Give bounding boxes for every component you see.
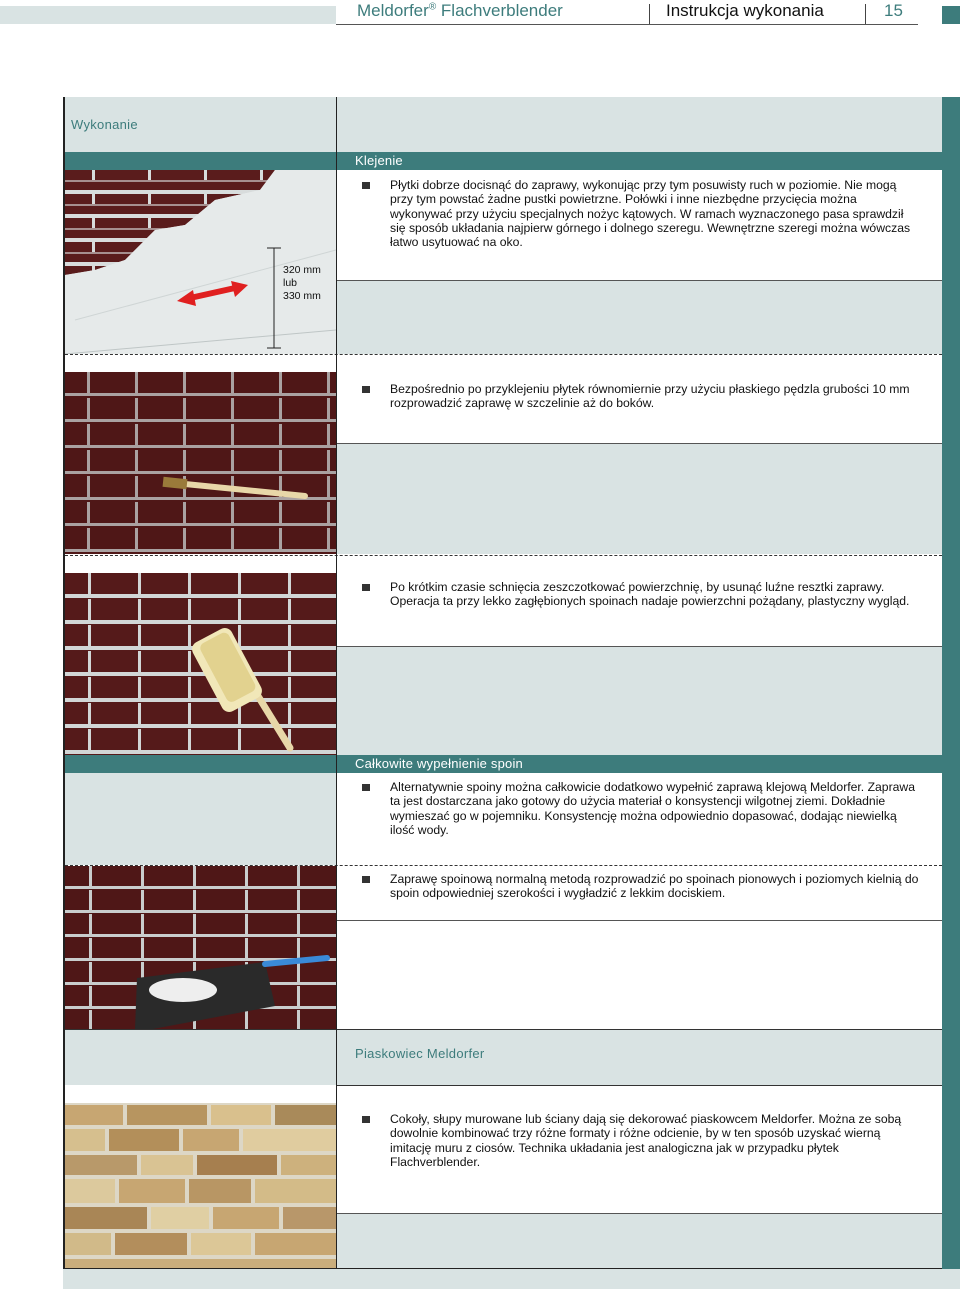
bullet-square-icon (362, 182, 370, 189)
section-label-klejenie: Klejenie (355, 153, 403, 168)
blank-panel (337, 281, 942, 354)
section-label-joint-fill: Całkowite wypełnienie spoin (355, 756, 523, 771)
photo-sandstone-wall (65, 1103, 336, 1268)
trowel-illustration (65, 866, 336, 1029)
bullet-square-icon (362, 1116, 370, 1123)
section-bar-klejenie (63, 152, 942, 170)
section-label-sandstone: Piaskowiec Meldorfer (355, 1046, 485, 1061)
header-separator (865, 4, 866, 24)
tiling-illustration (65, 170, 336, 354)
product-title: Meldorfer® Flachverblender (357, 1, 563, 20)
bullet-square-icon (362, 584, 370, 591)
right-accent-stripe (942, 97, 960, 1269)
sandstone-illustration (65, 1103, 336, 1268)
list-item: Po krótkim czasie schnięcia zeszczotkować powierzchnię, by usunąć luźne resztki zaprawy. Operacja ta przy lekko zagłębionych spoinach nadaje powierzchni pożądany, plastyczny wygląd. (362, 580, 922, 624)
blank-panel (337, 647, 942, 755)
list-item: Płytki dobrze docisnąć do zaprawy, wykonując przy tym posuwisty ruch w poziomie. Nie mogą przy tym powstać żadne pustki powietrzne. Połówki i inne niezbędne przycięcia można wykonywać przy użyciu specjalnych nożyc kątowych. W ramach wyznaczonego pasa sprawdził się sposób układania najpierw górnego i dolnego szeregu. Wewnętrzne szeregi można wówczas łatwo usytuować na oko. (362, 178, 922, 250)
row-divider (337, 1085, 942, 1086)
broom-illustration (65, 573, 336, 755)
header-separator (649, 4, 650, 24)
page-number: 15 (884, 1, 903, 20)
section-label-wykonanie: Wykonanie (71, 117, 138, 132)
registered-mark: ® (428, 1, 437, 13)
blank-panel (337, 444, 942, 554)
header-left-bar (0, 6, 336, 24)
frame-left-edge (63, 97, 65, 1269)
list-item: Alternatywnie spoiny można całkowicie dodatkowo wypełnić zaprawą klejową Meldorfer. Zaprawa ta jest dostarczana jako gotowy do użycia materiał o konsystencji wilgotnej ziemi. Dokładnie wymieszać go w pojemniku. Konsystencję można odpowiednio dopasować, dodając niewielką ilość wody. (362, 780, 922, 838)
photo-tiling-wall (65, 170, 336, 354)
list-item: Bezpośrednio po przyklejeniu płytek równomiernie przy użyciu płaskiego pędzla grubości 10 mm rozprowadzić zaprawę w szczelinie aż do boków. (362, 382, 922, 412)
blank-panel (337, 1214, 942, 1268)
header-accent-square (942, 6, 960, 24)
column-divider (336, 97, 337, 1269)
main-section-panel-right (337, 97, 942, 152)
header-rule (336, 24, 918, 25)
measurement-label: 320 mm lub 330 mm (283, 264, 321, 302)
bullet-square-icon (362, 784, 370, 791)
list-item: Cokoły, słupy murowane lub ściany dają się dekorować piaskowcem Meldorfer. Można ze sobą dowolnie kombinować trzy różne formaty i różne odcienie, by w ten sposób uzyskać wierną imitację muru z ciosów. Technika układania jest analogiczna jak w przypadku płytek Flachverblender. (362, 1112, 922, 1170)
photo-trowel-joints (65, 866, 336, 1029)
blank-panel (337, 921, 942, 1029)
footer-strip (63, 1269, 960, 1289)
blank-panel (65, 773, 336, 865)
photo-brushing-surface (65, 573, 336, 755)
brush-illustration (65, 372, 336, 554)
bullet-square-icon (362, 386, 370, 393)
bullet-square-icon (362, 876, 370, 883)
photo-brushing-joints (65, 372, 336, 554)
dashed-divider (65, 555, 942, 556)
doc-title: Instrukcja wykonania (666, 1, 824, 20)
sandstone-section-panel (65, 1030, 942, 1085)
list-item: Zaprawę spoinową normalną metodą rozprowadzić po spoinach pionowych i poziomych kielnią do spoin odpowiedniej szerokości i wygładzić z lekkim dociskiem. (362, 872, 922, 902)
dashed-divider (65, 354, 942, 355)
